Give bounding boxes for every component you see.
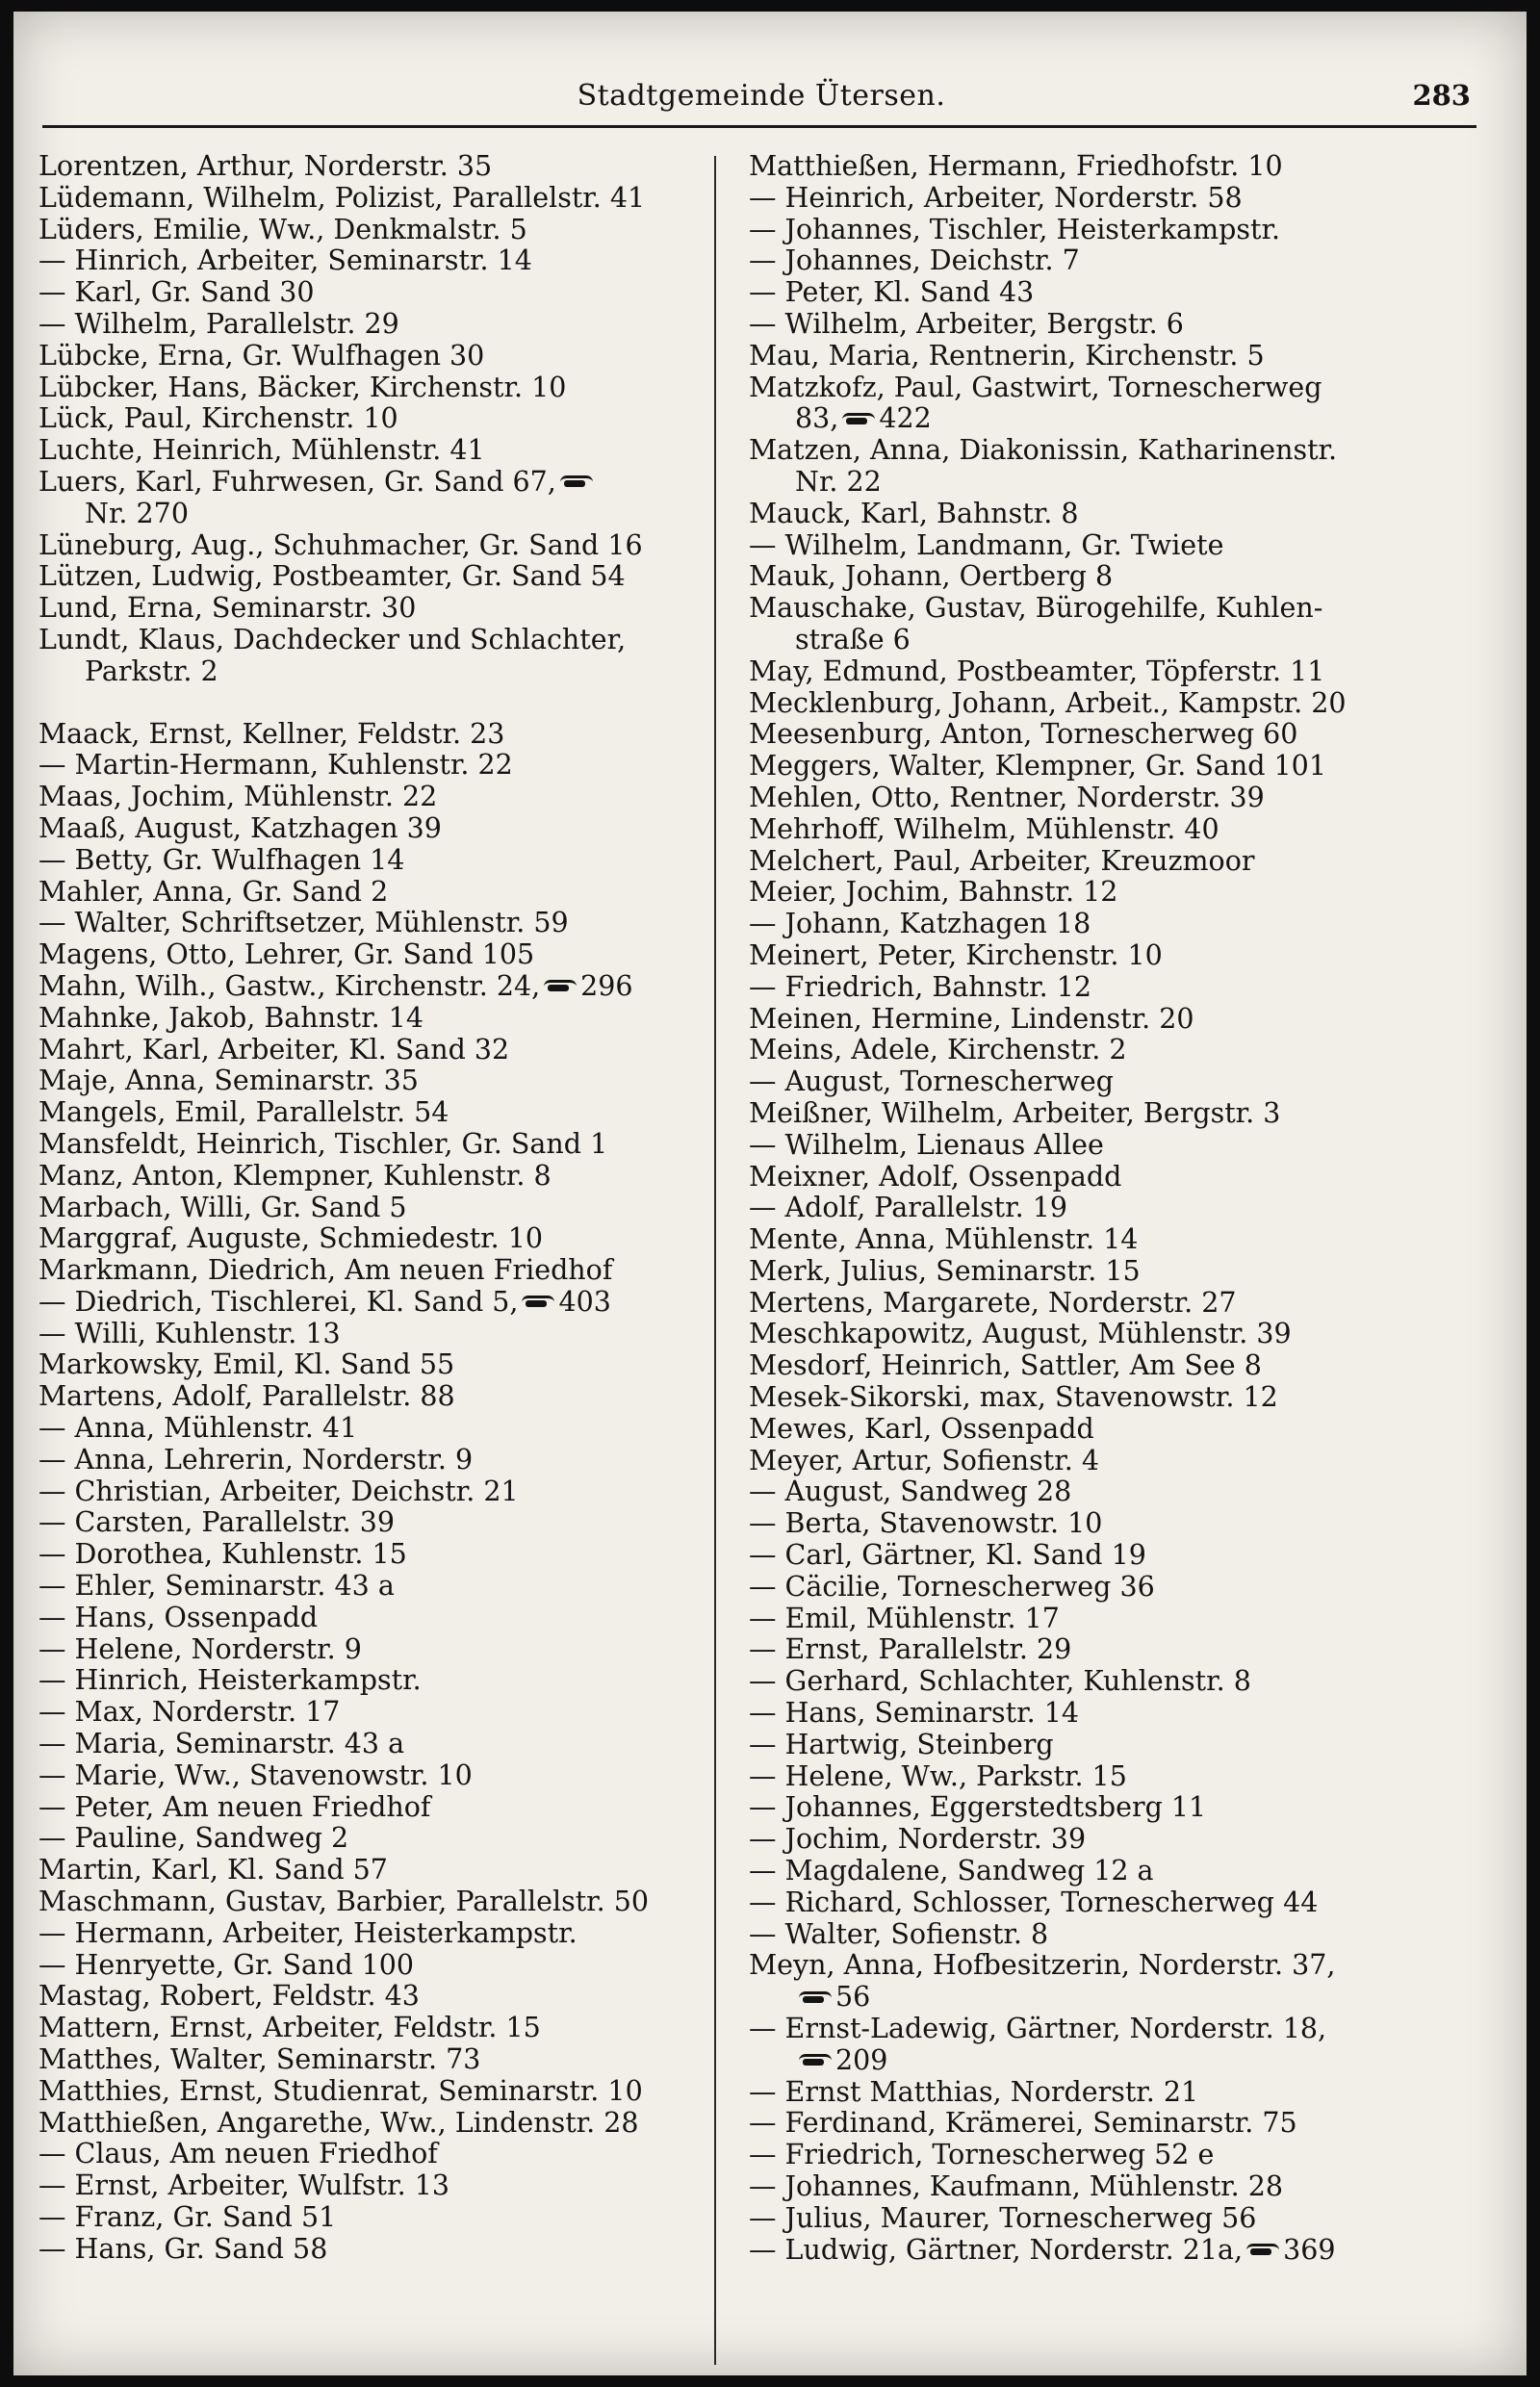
directory-entry (38, 1697, 703, 1729)
entry-text: — Martin-Hermann, Kuhlenstr. 22 (38, 749, 513, 782)
telephone-number: 369 (1283, 2233, 1336, 2266)
entry-text: — Walter, Schriftsetzer, Mühlenstr. 59 (38, 907, 569, 939)
entry-text: Markmann, Diedrich, Am neuen Friedhof (38, 1254, 613, 1287)
directory-entry (38, 1792, 703, 1824)
directory-entry (749, 372, 1480, 404)
directory-entry (38, 1760, 703, 1792)
directory-entry (38, 1349, 703, 1381)
entry-text: — Diedrich, Tischlerei, Kl. Sand 5, (38, 1285, 519, 1318)
directory-entry (749, 625, 1480, 656)
entry-text: Martin, Karl, Kl. Sand 57 (38, 1854, 388, 1886)
directory-entry (749, 1698, 1480, 1730)
entry-text: — Franz, Gr. Sand 51 (38, 2201, 337, 2233)
directory-entry (38, 1097, 703, 1129)
telephone-number: 403 (558, 1285, 611, 1318)
entry-text: — Ferdinand, Krämerei, Seminarstr. 75 (749, 2107, 1297, 2140)
telephone-icon (1246, 2246, 1279, 2257)
entry-text: — Johann, Katzhagen 18 (749, 908, 1091, 940)
entry-text: Mahler, Anna, Gr. Sand 2 (38, 875, 389, 908)
directory-entry (38, 2234, 703, 2266)
directory-entry (749, 1414, 1480, 1446)
directory-entry (749, 2045, 1480, 2077)
entry-text: Mahrt, Karl, Arbeiter, Kl. Sand 32 (38, 1033, 510, 1065)
entry-text: Lüders, Emilie, Ww., Denkmalstr. 5 (38, 213, 527, 245)
directory-entry (38, 215, 703, 246)
entry-text: — Wilhelm, Arbeiter, Bergstr. 6 (749, 307, 1184, 340)
entry-text: — Richard, Schlosser, Tornescherweg 44 (749, 1886, 1319, 1918)
directory-entry (38, 1539, 703, 1571)
directory-entry (749, 1035, 1480, 1066)
directory-entry (749, 1382, 1480, 1414)
telephone-number: 296 (580, 969, 633, 1002)
entry-text: straße 6 (795, 623, 911, 655)
directory-entry (749, 688, 1480, 720)
directory-entry (38, 908, 703, 939)
entry-text: — Adolf, Parallelstr. 19 (749, 1192, 1067, 1224)
entry-text: — Wilhelm, Lienaus Allee (749, 1128, 1104, 1161)
entry-text: Meinen, Hermine, Lindenstr. 20 (749, 1002, 1194, 1035)
directory-entry (38, 1571, 703, 1603)
directory-entry (749, 1824, 1480, 1856)
directory-entry (749, 1919, 1480, 1951)
directory-entry (38, 1255, 703, 1287)
entry-text: — Christian, Arbeiter, Deichstr. 21 (38, 1475, 519, 1507)
entry-text: Mangels, Emil, Parallelstr. 54 (38, 1096, 449, 1129)
entry-text: Mesek-Sikorski, max, Stavenowstr. 12 (749, 1381, 1278, 1414)
directory-entry (749, 1224, 1480, 1256)
entry-text: — Peter, Kl. Sand 43 (749, 276, 1035, 309)
directory-entry (749, 1856, 1480, 1887)
directory-entry (749, 1666, 1480, 1698)
directory-entry (38, 1287, 703, 1319)
directory-entry (38, 1950, 703, 1982)
entry-text: — Johannes, Kaufmann, Mühlenstr. 28 (749, 2170, 1284, 2202)
directory-entry (38, 782, 703, 813)
directory-entry (749, 2140, 1480, 2171)
telephone-icon (522, 1297, 554, 1309)
directory-entry (38, 1603, 703, 1634)
directory-entry (749, 1634, 1480, 1666)
entry-text: — Ernst Matthias, Norderstr. 21 (749, 2075, 1199, 2108)
entry-text: Mahn, Wilh., Gastw., Kirchenstr. 24, (38, 969, 541, 1002)
directory-entry (749, 435, 1480, 467)
entry-text: — Emil, Mühlenstr. 17 (749, 1602, 1060, 1634)
directory-entry (749, 277, 1480, 309)
directory-entry (38, 467, 703, 499)
directory-entry (749, 215, 1480, 246)
entry-text: Mehrhoff, Wilhelm, Mühlenstr. 40 (749, 812, 1219, 845)
entry-text: — Friedrich, Bahnstr. 12 (749, 970, 1091, 1003)
left-column (38, 151, 703, 2266)
entry-text: Meier, Jochim, Bahnstr. 12 (749, 876, 1118, 909)
directory-entry (38, 593, 703, 625)
entry-text: — Anna, Mühlenstr. 41 (38, 1412, 358, 1445)
telephone-icon (799, 1993, 832, 2005)
directory-entry (38, 2013, 703, 2044)
directory-entry (749, 1256, 1480, 1288)
directory-entry (38, 245, 703, 277)
directory-entry (38, 939, 703, 971)
entry-text: Nr. 22 (795, 465, 882, 498)
entry-text: — Johannes, Deichstr. 7 (749, 244, 1080, 277)
page-header (52, 79, 1471, 125)
directory-entry (749, 341, 1480, 372)
directory-entry (749, 245, 1480, 277)
telephone-icon (560, 477, 593, 489)
directory-entry (38, 403, 703, 435)
directory-entry (38, 2044, 703, 2076)
entry-text: — Gerhard, Schlachter, Kuhlenstr. 8 (749, 1665, 1251, 1698)
entry-text: Mauschake, Gustav, Bürogehilfe, Kuhlen- (749, 592, 1323, 625)
entry-text: — Ehler, Seminarstr. 43 a (38, 1570, 395, 1603)
directory-entry (38, 1729, 703, 1760)
directory-entry (749, 1004, 1480, 1036)
entry-text: — Dorothea, Kuhlenstr. 15 (38, 1538, 407, 1571)
directory-entry (749, 1508, 1480, 1540)
entry-text: May, Edmund, Postbeamter, Töpferstr. 11 (749, 654, 1325, 687)
directory-entry (749, 2014, 1480, 2045)
directory-entry (38, 1445, 703, 1476)
entry-text: — Ludwig, Gärtner, Norderstr. 21a, (749, 2233, 1244, 2266)
entry-text: — Hinrich, Heisterkampstr. (38, 1664, 422, 1697)
entry-text: Parkstr. 2 (85, 654, 218, 687)
entry-text: — Hermann, Arbeiter, Heisterkampstr. (38, 1916, 578, 1949)
entry-text: — Hinrich, Arbeiter, Seminarstr. 14 (38, 244, 532, 277)
header-rule (42, 125, 1476, 128)
entry-text: — Walter, Sofienstr. 8 (749, 1917, 1049, 1950)
directory-entry (749, 1350, 1480, 1382)
entry-text: Mesdorf, Heinrich, Sattler, Am See 8 (749, 1349, 1262, 1382)
section-spacer (38, 688, 703, 719)
entry-text: — Johannes, Tischler, Heisterkampstr. (749, 213, 1281, 245)
entry-text: Mauk, Johann, Oertberg 8 (749, 560, 1114, 593)
telephone-number: 209 (835, 2043, 888, 2076)
directory-entry (38, 971, 703, 1003)
entry-text: Maas, Jochim, Mühlenstr. 22 (38, 781, 438, 813)
directory-entry (38, 309, 703, 341)
entry-text: — Hartwig, Steinberg (749, 1728, 1054, 1760)
entry-text: Meesenburg, Anton, Tornescherweg 60 (749, 718, 1298, 751)
directory-entry (749, 1604, 1480, 1635)
directory-entry (749, 151, 1480, 183)
entry-text: Mecklenburg, Johann, Arbeit., Kampstr. 20 (749, 686, 1347, 719)
directory-entry (38, 750, 703, 782)
entry-text: — Jochim, Norderstr. 39 (749, 1823, 1087, 1856)
entry-text: — Marie, Ww., Stavenowstr. 10 (38, 1758, 473, 1791)
directory-entry (38, 813, 703, 845)
entry-text: Lüdemann, Wilhelm, Polizist, Parallelstr. 41 (38, 181, 646, 214)
telephone-number: 422 (879, 402, 932, 435)
entry-text: — Wilhelm, Landmann, Gr. Twiete (749, 528, 1224, 561)
entry-text: Lübcker, Hans, Bäcker, Kirchenstr. 10 (38, 371, 567, 403)
directory-entry (38, 1886, 703, 1918)
entry-text: — Anna, Lehrerin, Norderstr. 9 (38, 1443, 474, 1476)
entry-text: Mastag, Robert, Feldstr. 43 (38, 1980, 420, 2013)
directory-entry (38, 341, 703, 372)
directory-page (13, 12, 1527, 2375)
directory-entry (38, 1665, 703, 1697)
entry-text: Lorentzen, Arthur, Norderstr. 35 (38, 150, 493, 182)
entry-text: — Helene, Ww., Parkstr. 15 (749, 1759, 1127, 1792)
directory-entry (38, 1634, 703, 1666)
directory-entry (38, 1129, 703, 1161)
entry-text: Maje, Anna, Seminarstr. 35 (38, 1065, 419, 1097)
entry-text: Mehlen, Otto, Rentner, Norderstr. 39 (749, 781, 1265, 813)
entry-text: Lützen, Ludwig, Postbeamter, Gr. Sand 54 (38, 560, 626, 593)
directory-entry (749, 1446, 1480, 1477)
entry-text: Mahnke, Jakob, Bahnstr. 14 (38, 1001, 424, 1034)
entry-text: — Ernst, Arbeiter, Wulfstr. 13 (38, 2169, 450, 2202)
entry-text: — Magdalene, Sandweg 12 a (749, 1855, 1154, 1887)
directory-entry (749, 2171, 1480, 2203)
entry-text: — Helene, Norderstr. 9 (38, 1632, 362, 1665)
directory-entry (38, 1413, 703, 1445)
entry-text: Lundt, Klaus, Dachdecker und Schlachter, (38, 623, 627, 655)
directory-entry (749, 2077, 1480, 2109)
directory-entry (38, 1823, 703, 1855)
page-title: Stadtgemeinde Ütersen. (577, 79, 946, 113)
entry-text: Marggraf, Auguste, Schmiedestr. 10 (38, 1222, 544, 1255)
entry-text: Magens, Otto, Lehrer, Gr. Sand 105 (38, 938, 535, 971)
entry-text: Manz, Anton, Klempner, Kuhlenstr. 8 (38, 1159, 552, 1192)
directory-entry (38, 2202, 703, 2234)
entry-text: — Friedrich, Tornescherweg 52 e (749, 2139, 1215, 2171)
entry-text: Meins, Adele, Kirchenstr. 2 (749, 1034, 1127, 1066)
entry-text: Mauck, Karl, Bahnstr. 8 (749, 497, 1079, 529)
directory-entry (749, 403, 1480, 435)
entry-text: — Betty, Gr. Wulfhagen 14 (38, 843, 405, 876)
entry-text: Marbach, Willi, Gr. Sand 5 (38, 1191, 407, 1223)
directory-entry (749, 940, 1480, 972)
directory-entry (749, 1792, 1480, 1824)
directory-entry (749, 499, 1480, 530)
directory-entry (38, 1476, 703, 1508)
entry-text: — Henryette, Gr. Sand 100 (38, 1948, 415, 1981)
entry-text: — Claus, Am neuen Friedhof (38, 2138, 438, 2170)
directory-entry (749, 467, 1480, 499)
directory-entry (38, 151, 703, 183)
entry-text: — Cäcilie, Tornescherweg 36 (749, 1570, 1155, 1603)
entry-text: Merk, Julius, Seminarstr. 15 (749, 1254, 1141, 1287)
entry-text: Lund, Erna, Seminarstr. 30 (38, 592, 417, 625)
directory-entry (38, 1507, 703, 1539)
entry-text: Martens, Adolf, Parallelstr. 88 (38, 1380, 455, 1413)
entry-text: Mau, Maria, Rentnerin, Kirchenstr. 5 (749, 339, 1265, 372)
directory-entry (749, 2108, 1480, 2140)
entry-text: Maaß, August, Katzhagen 39 (38, 811, 442, 844)
directory-entry (749, 1476, 1480, 1508)
directory-entry (749, 909, 1480, 940)
directory-entry (38, 1065, 703, 1097)
entry-text: 83, (795, 402, 839, 435)
entry-text: Luchte, Heinrich, Mühlenstr. 41 (38, 434, 485, 467)
directory-entry (749, 972, 1480, 1004)
entry-text: Meschkapowitz, August, Mühlenstr. 39 (749, 1318, 1292, 1350)
directory-entry (38, 2108, 703, 2140)
entry-text: Matthes, Walter, Seminarstr. 73 (38, 2043, 481, 2076)
directory-entry (38, 1223, 703, 1255)
telephone-icon (799, 2056, 832, 2067)
entry-text: Lüneburg, Aug., Schuhmacher, Gr. Sand 16 (38, 528, 643, 561)
directory-entry (38, 1855, 703, 1886)
entry-text: Matthießen, Angarethe, Ww., Lindenstr. 28 (38, 2106, 639, 2139)
entry-text: — Max, Norderstr. 17 (38, 1696, 341, 1729)
directory-entry (749, 1319, 1480, 1350)
directory-entry (38, 561, 703, 593)
directory-entry (749, 2203, 1480, 2235)
entry-text: Lück, Paul, Kirchenstr. 10 (38, 402, 398, 435)
directory-entry (749, 814, 1480, 846)
directory-entry (38, 1161, 703, 1193)
directory-entry (749, 593, 1480, 625)
entry-text: Meißner, Wilhelm, Arbeiter, Bergstr. 3 (749, 1096, 1281, 1129)
directory-entry (38, 1981, 703, 2013)
directory-entry (38, 183, 703, 215)
directory-entry (749, 1761, 1480, 1793)
entry-text: Markowsky, Emil, Kl. Sand 55 (38, 1348, 455, 1381)
directory-entry (749, 1887, 1480, 1919)
directory-entry (38, 2139, 703, 2170)
directory-entry (38, 372, 703, 404)
entry-text: — Peter, Am neuen Friedhof (38, 1790, 431, 1823)
entry-text: — August, Sandweg 28 (749, 1476, 1072, 1508)
entry-text: — Hans, Ossenpadd (38, 1601, 319, 1633)
directory-entry (38, 656, 703, 688)
entry-text: — August, Tornescherweg (749, 1065, 1115, 1098)
telephone-icon (544, 982, 577, 993)
directory-entry (38, 719, 703, 751)
directory-entry (749, 2235, 1480, 2267)
directory-entry (38, 1381, 703, 1413)
directory-entry (38, 499, 703, 530)
entry-text: Mansfeldt, Heinrich, Tischler, Gr. Sand 1 (38, 1127, 608, 1160)
directory-entry (38, 2170, 703, 2202)
entry-text: Mertens, Margarete, Norderstr. 27 (749, 1286, 1237, 1319)
directory-entry (38, 1918, 703, 1950)
directory-entry (38, 1035, 703, 1066)
directory-entry (749, 1130, 1480, 1162)
directory-entry (749, 1572, 1480, 1604)
entry-text: Nr. 270 (85, 497, 189, 529)
directory-entry (749, 530, 1480, 562)
directory-entry (38, 1319, 703, 1350)
entry-text: — Carl, Gärtner, Kl. Sand 19 (749, 1539, 1146, 1572)
directory-entry (749, 1950, 1480, 1982)
entry-text: — Berta, Stavenowstr. 10 (749, 1507, 1103, 1540)
directory-entry (38, 877, 703, 909)
entry-text: — Willi, Kuhlenstr. 13 (38, 1317, 341, 1349)
entry-text: Mewes, Karl, Ossenpadd (749, 1412, 1094, 1445)
directory-entry (749, 1982, 1480, 2014)
directory-entry (749, 1162, 1480, 1194)
entry-text: Matzen, Anna, Diakonissin, Katharinenstr. (749, 434, 1338, 467)
entry-text: — Karl, Gr. Sand 30 (38, 276, 315, 309)
entry-text: Maschmann, Gustav, Barbier, Parallelstr. 50 (38, 1886, 650, 1918)
page-number: 283 (1412, 79, 1471, 112)
entry-text: Meyn, Anna, Hofbesitzerin, Norderstr. 37, (749, 1949, 1336, 1982)
telephone-icon (842, 415, 875, 426)
entry-text: — Hans, Seminarstr. 14 (749, 1697, 1079, 1730)
entry-text: — Johannes, Eggerstedtsberg 11 (749, 1791, 1207, 1824)
entry-text: Matthies, Ernst, Studienrat, Seminarstr. 10 (38, 2074, 643, 2107)
directory-entry (749, 783, 1480, 814)
entry-text: — Ernst-Ladewig, Gärtner, Norderstr. 18, (749, 2013, 1327, 2045)
entry-text: Meyer, Artur, Sofienstr. 4 (749, 1444, 1099, 1476)
entry-text: Meinert, Peter, Kirchenstr. 10 (749, 938, 1163, 971)
entry-text: Melchert, Paul, Arbeiter, Kreuzmoor (749, 844, 1255, 877)
entry-text: Lübcke, Erna, Gr. Wulfhagen 30 (38, 339, 485, 372)
telephone-number: 56 (835, 1981, 871, 2014)
directory-entry (38, 625, 703, 656)
directory-entry (38, 1193, 703, 1224)
entry-text: Matthießen, Hermann, Friedhofstr. 10 (749, 150, 1283, 182)
directory-entry (749, 1540, 1480, 1572)
right-column (749, 151, 1480, 2266)
directory-entry (749, 1066, 1480, 1098)
entry-text: Luers, Karl, Fuhrwesen, Gr. Sand 67, (38, 465, 556, 498)
directory-entry (38, 530, 703, 562)
entry-text: — Pauline, Sandweg 2 (38, 1822, 349, 1855)
entry-text: Meixner, Adolf, Ossenpadd (749, 1160, 1122, 1193)
column-divider (714, 156, 716, 2365)
directory-entry (38, 435, 703, 467)
directory-entry (749, 846, 1480, 878)
entry-text: — Maria, Seminarstr. 43 a (38, 1728, 405, 1760)
entry-text: Matzkofz, Paul, Gastwirt, Tornescherweg (749, 371, 1322, 403)
entry-text: Maack, Ernst, Kellner, Feldstr. 23 (38, 717, 505, 750)
entry-text: — Wilhelm, Parallelstr. 29 (38, 307, 399, 340)
entry-text: Mente, Anna, Mühlenstr. 14 (749, 1223, 1139, 1256)
directory-entry (38, 2076, 703, 2108)
directory-entry (749, 561, 1480, 593)
entry-text: — Heinrich, Arbeiter, Norderstr. 58 (749, 181, 1243, 214)
directory-entry (749, 1098, 1480, 1130)
directory-entry (749, 309, 1480, 341)
directory-entry (749, 1193, 1480, 1224)
entry-text: Meggers, Walter, Klempner, Gr. Sand 101 (749, 750, 1326, 783)
directory-entry (749, 1288, 1480, 1320)
directory-entry (38, 845, 703, 877)
entry-text: Mattern, Ernst, Arbeiter, Feldstr. 15 (38, 2012, 541, 2044)
directory-entry (38, 1003, 703, 1035)
entry-text: — Hans, Gr. Sand 58 (38, 2232, 328, 2265)
entry-text: — Carsten, Parallelstr. 39 (38, 1506, 396, 1539)
entry-text: — Julius, Maurer, Tornescherweg 56 (749, 2201, 1257, 2234)
directory-entry (38, 277, 703, 309)
directory-entry (749, 1730, 1480, 1761)
directory-entry (749, 183, 1480, 215)
directory-entry (749, 719, 1480, 751)
directory-entry (749, 656, 1480, 688)
entry-text: — Ernst, Parallelstr. 29 (749, 1633, 1072, 1666)
directory-entry (749, 751, 1480, 783)
directory-entry (749, 877, 1480, 909)
